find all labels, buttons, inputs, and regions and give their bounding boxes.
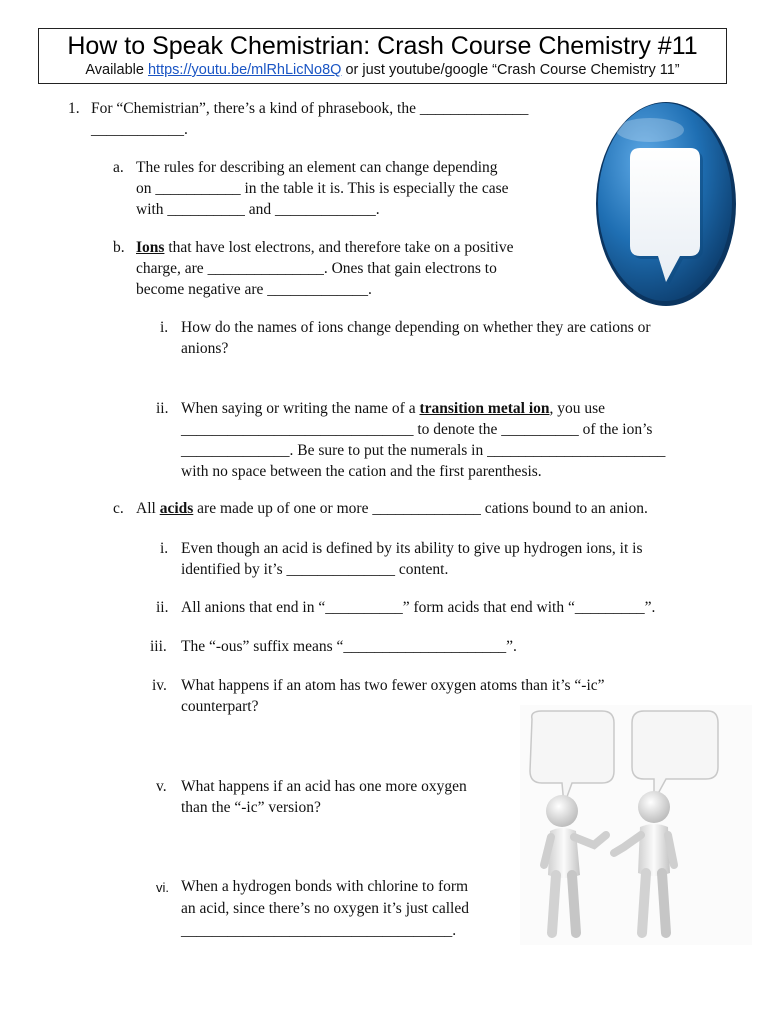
qb-marker: b. (113, 239, 125, 256)
qbii-line1 (181, 399, 605, 419)
acids-term: acids (159, 500, 194, 517)
qcvi-marker: vi. (156, 880, 169, 895)
q1-line2: ____________. (91, 121, 188, 138)
qciv-line2: counterpart? (181, 698, 259, 715)
qbi-line2: anions? (181, 340, 229, 357)
qbii-line1-pre: When saying or writing the name of a (181, 400, 420, 417)
qcv-marker: v. (156, 778, 167, 795)
qc-pre: All (136, 500, 160, 517)
header-subtitle (39, 61, 726, 79)
qci-line1: Even though an acid is defined by its ability to give up hydrogen ions, it is (181, 540, 643, 557)
qcvi-line2: an acid, since there’s no oxygen it’s just called (181, 900, 469, 917)
qa-line1: The rules for describing an element can change depending (136, 159, 498, 176)
qc-line1 (136, 499, 648, 519)
qbii-line4: with no space between the cation and the first parenthesis. (181, 463, 542, 480)
qc-marker: c. (113, 500, 124, 517)
transition-metal-ion-term: transition metal ion (419, 400, 550, 417)
talking-figures-illustration (520, 705, 752, 945)
qc-post: are made up of one or more ______________ cations bound to an anion. (193, 500, 648, 517)
qa-line2: on ___________ in the table it is. This is especially the case (136, 180, 509, 197)
qciii-line1: The “-ous” suffix means “_____________________”. (181, 638, 517, 655)
qcii-marker: ii. (156, 599, 169, 616)
qcv-line2: than the “-ic” version? (181, 799, 321, 816)
qciv-marker: iv. (152, 677, 167, 694)
header-search-hint: or just youtube/google “Crash Course Chemistry 11” (341, 62, 680, 78)
video-link[interactable]: https://youtu.be/mlRhLicNo8Q (147, 62, 342, 78)
qcvi-line1: When a hydrogen bonds with chlorine to form (181, 878, 469, 895)
qci-marker: i. (160, 540, 169, 557)
qcvi-line3: ___________________________________. (181, 922, 457, 939)
qb-line1 (136, 238, 514, 258)
qciv-line1: What happens if an atom has two fewer oxygen atoms than it’s “-ic” (181, 677, 605, 694)
qciii-marker: iii. (150, 638, 167, 655)
qcv-line1: What happens if an acid has one more oxygen (181, 778, 467, 795)
qbii-line2: ______________________________ to denote the __________ of the ion’s (181, 421, 653, 438)
qbi-marker: i. (160, 319, 169, 336)
q1-line1: For “Chemistrian”, there’s a kind of phrasebook, the ______________ (91, 100, 529, 117)
ions-term: Ions (136, 239, 165, 256)
q1-marker: 1. (68, 100, 80, 117)
qbii-marker: ii. (156, 400, 169, 417)
qb-line2: charge, are _______________. Ones that gain electrons to (136, 260, 497, 277)
qcii-line1: All anions that end in “__________” form acids that end with “_________”. (181, 599, 656, 616)
qbi-line1: How do the names of ions change depending on whether they are cations or (181, 319, 651, 336)
qa-line3: with __________ and _____________. (136, 201, 380, 218)
qb-line3: become negative are _____________. (136, 281, 372, 298)
qbii-line1-post: , you use (549, 400, 606, 417)
speech-bubble-icon (592, 96, 738, 310)
qb-line1-rest: that have lost electrons, and therefore take on a positive (164, 239, 514, 256)
worksheet-header (38, 28, 727, 84)
qbii-line3: ______________. Be sure to put the numerals in _______________________ (181, 442, 666, 459)
page-title: How to Speak Chemistrian: Crash Course Chemistry #11 (67, 32, 698, 60)
qci-line2: identified by it’s ______________ content. (181, 561, 449, 578)
qa-marker: a. (113, 159, 124, 176)
available-label: Available (85, 62, 144, 78)
